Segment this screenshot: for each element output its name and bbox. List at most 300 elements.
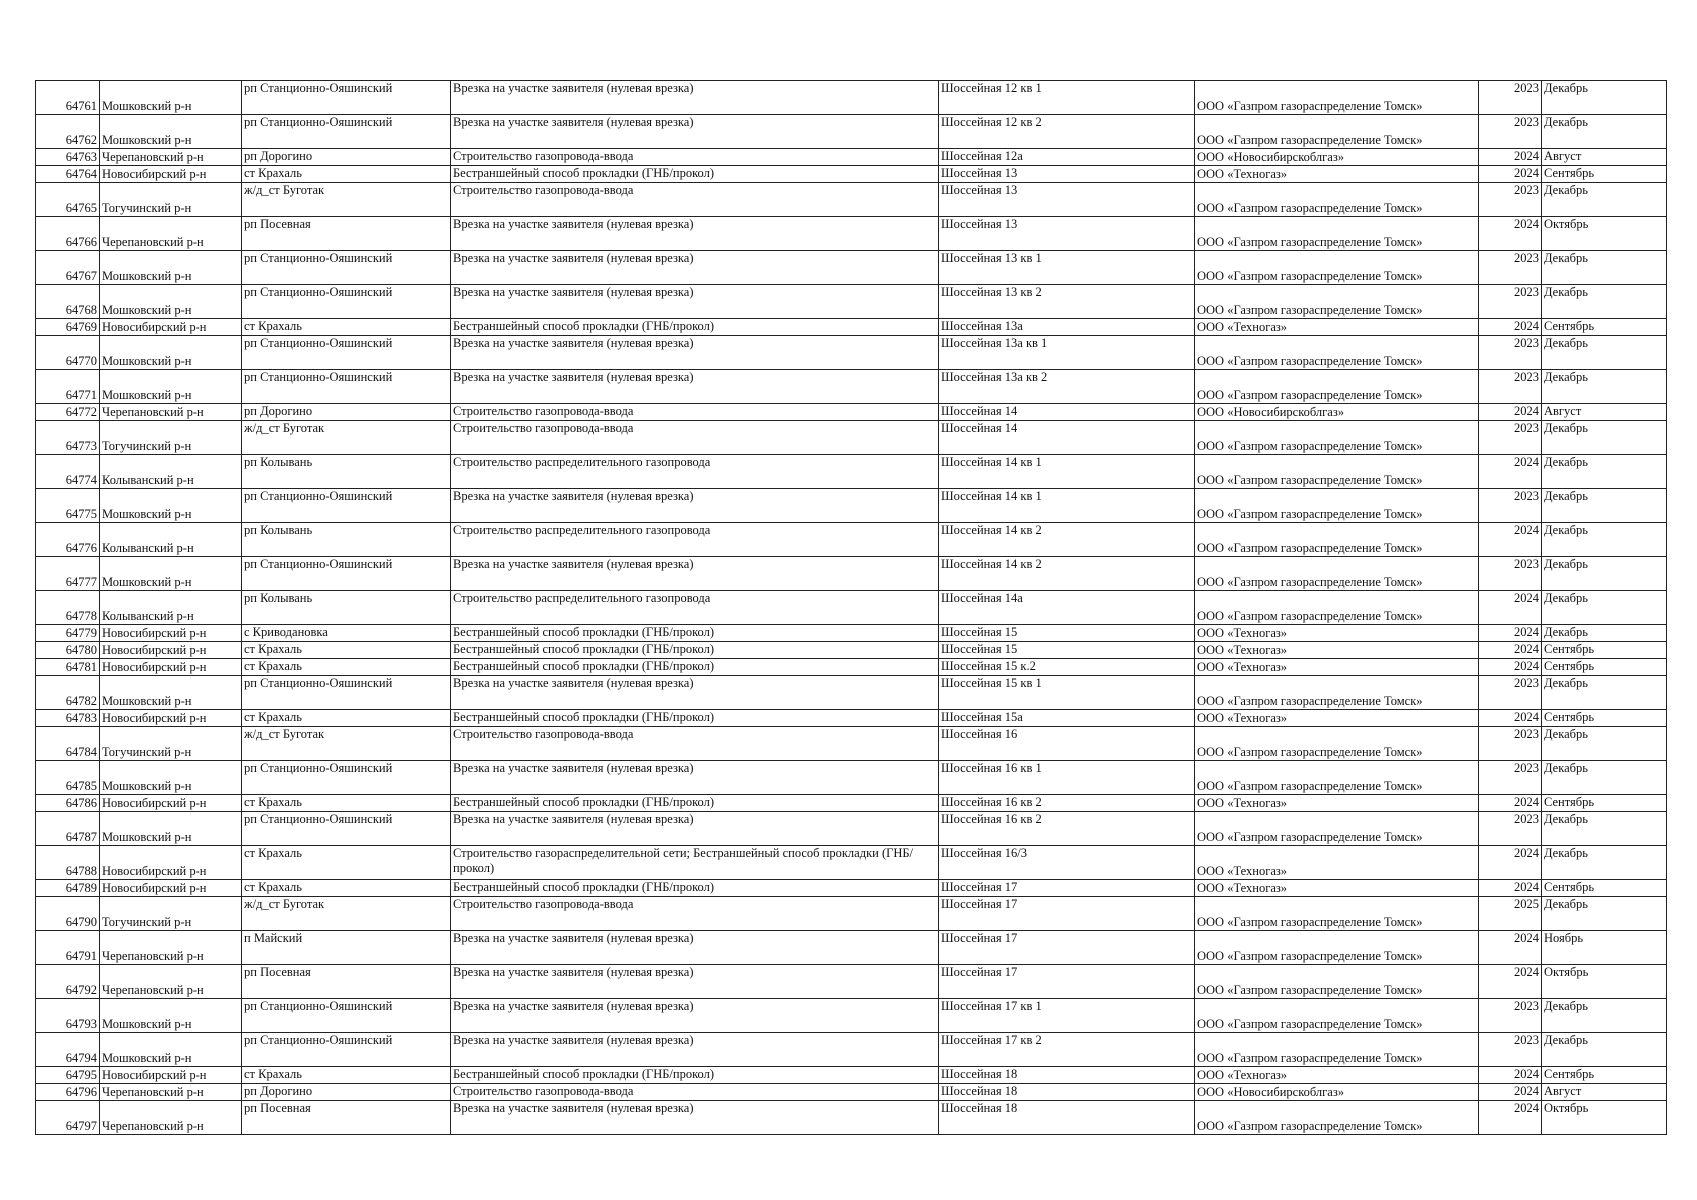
locality-cell: рп Посевная xyxy=(242,1101,451,1135)
address-cell: Шоссейная 16 xyxy=(939,727,1195,761)
record-id-cell: 64775 xyxy=(36,489,100,523)
address-cell: Шоссейная 13 кв 1 xyxy=(939,251,1195,285)
record-id-cell: 64767 xyxy=(36,251,100,285)
record-id-cell: 64784 xyxy=(36,727,100,761)
year-cell: 2024 xyxy=(1479,659,1542,676)
work-type-cell: Бестраншейный способ прокладки (ГНБ/прокол) xyxy=(451,625,939,642)
record-id-cell: 64794 xyxy=(36,1033,100,1067)
district-cell: Новосибирский р-н xyxy=(100,880,242,897)
district-cell: Тогучинский р-н xyxy=(100,727,242,761)
record-id-cell: 64785 xyxy=(36,761,100,795)
district-cell: Черепановский р-н xyxy=(100,965,242,999)
table-row xyxy=(36,931,1667,965)
work-type-cell: Строительство газопровода-ввода xyxy=(451,727,939,761)
work-type-cell: Врезка на участке заявителя (нулевая врезка) xyxy=(451,931,939,965)
table-row xyxy=(36,625,1667,642)
district-cell: Мошковский р-н xyxy=(100,676,242,710)
work-type-cell: Врезка на участке заявителя (нулевая врезка) xyxy=(451,285,939,319)
district-cell: Новосибирский р-н xyxy=(100,1067,242,1084)
organization-cell: ООО «Газпром газораспределение Томск» xyxy=(1195,965,1479,999)
district-cell: Мошковский р-н xyxy=(100,336,242,370)
locality-cell: рп Колывань xyxy=(242,591,451,625)
table-row xyxy=(36,404,1667,421)
work-type-cell: Строительство газораспределительной сети; Бестраншейный способ прокладки (ГНБ/прокол) xyxy=(451,846,939,880)
record-id-cell: 64763 xyxy=(36,149,100,166)
record-id-cell: 64789 xyxy=(36,880,100,897)
year-cell: 2023 xyxy=(1479,370,1542,404)
table-row xyxy=(36,455,1667,489)
table-row xyxy=(36,965,1667,999)
locality-cell: ж/д_ст Буготак xyxy=(242,421,451,455)
work-type-cell: Врезка на участке заявителя (нулевая врезка) xyxy=(451,81,939,115)
record-id-cell: 64793 xyxy=(36,999,100,1033)
locality-cell: ст Крахаль xyxy=(242,880,451,897)
table-row xyxy=(36,1067,1667,1084)
district-cell: Мошковский р-н xyxy=(100,761,242,795)
year-cell: 2024 xyxy=(1479,846,1542,880)
district-cell: Мошковский р-н xyxy=(100,489,242,523)
month-cell: Декабрь xyxy=(1542,455,1667,489)
organization-cell: ООО «Газпром газораспределение Томск» xyxy=(1195,557,1479,591)
organization-cell: ООО «Газпром газораспределение Томск» xyxy=(1195,1101,1479,1135)
table-row xyxy=(36,81,1667,115)
year-cell: 2024 xyxy=(1479,319,1542,336)
organization-cell: ООО «Газпром газораспределение Томск» xyxy=(1195,370,1479,404)
organization-cell: ООО «Газпром газораспределение Томск» xyxy=(1195,489,1479,523)
month-cell: Август xyxy=(1542,1084,1667,1101)
organization-cell: ООО «Техногаз» xyxy=(1195,166,1479,183)
district-cell: Новосибирский р-н xyxy=(100,642,242,659)
year-cell: 2024 xyxy=(1479,166,1542,183)
work-type-cell: Бестраншейный способ прокладки (ГНБ/прокол) xyxy=(451,795,939,812)
year-cell: 2024 xyxy=(1479,455,1542,489)
address-cell: Шоссейная 17 xyxy=(939,965,1195,999)
year-cell: 2023 xyxy=(1479,183,1542,217)
address-cell: Шоссейная 14 xyxy=(939,421,1195,455)
work-type-cell: Врезка на участке заявителя (нулевая врезка) xyxy=(451,115,939,149)
month-cell: Сентябрь xyxy=(1542,659,1667,676)
table-row xyxy=(36,489,1667,523)
year-cell: 2024 xyxy=(1479,710,1542,727)
district-cell: Новосибирский р-н xyxy=(100,795,242,812)
month-cell: Декабрь xyxy=(1542,761,1667,795)
address-cell: Шоссейная 18 xyxy=(939,1101,1195,1135)
work-type-cell: Врезка на участке заявителя (нулевая врезка) xyxy=(451,965,939,999)
data-table xyxy=(35,80,1667,1135)
address-cell: Шоссейная 14 кв 1 xyxy=(939,489,1195,523)
table-row xyxy=(36,880,1667,897)
locality-cell: ст Крахаль xyxy=(242,710,451,727)
district-cell: Мошковский р-н xyxy=(100,999,242,1033)
work-type-cell: Строительство газопровода-ввода xyxy=(451,421,939,455)
record-id-cell: 64797 xyxy=(36,1101,100,1135)
month-cell: Декабрь xyxy=(1542,251,1667,285)
work-type-cell: Врезка на участке заявителя (нулевая врезка) xyxy=(451,999,939,1033)
work-type-cell: Бестраншейный способ прокладки (ГНБ/прокол) xyxy=(451,166,939,183)
record-id-cell: 64788 xyxy=(36,846,100,880)
organization-cell: ООО «Новосибирскоблгаз» xyxy=(1195,1084,1479,1101)
record-id-cell: 64782 xyxy=(36,676,100,710)
table-row xyxy=(36,183,1667,217)
organization-cell: ООО «Газпром газораспределение Томск» xyxy=(1195,115,1479,149)
year-cell: 2025 xyxy=(1479,897,1542,931)
locality-cell: рп Станционно-Ояшинский xyxy=(242,761,451,795)
record-id-cell: 64778 xyxy=(36,591,100,625)
work-type-cell: Врезка на участке заявителя (нулевая врезка) xyxy=(451,217,939,251)
locality-cell: рп Станционно-Ояшинский xyxy=(242,336,451,370)
district-cell: Тогучинский р-н xyxy=(100,897,242,931)
year-cell: 2024 xyxy=(1479,404,1542,421)
district-cell: Мошковский р-н xyxy=(100,285,242,319)
organization-cell: ООО «Газпром газораспределение Томск» xyxy=(1195,217,1479,251)
address-cell: Шоссейная 16 кв 2 xyxy=(939,795,1195,812)
month-cell: Декабрь xyxy=(1542,999,1667,1033)
organization-cell: ООО «Техногаз» xyxy=(1195,625,1479,642)
work-type-cell: Врезка на участке заявителя (нулевая врезка) xyxy=(451,489,939,523)
locality-cell: ж/д_ст Буготак xyxy=(242,727,451,761)
district-cell: Колыванский р-н xyxy=(100,523,242,557)
district-cell: Мошковский р-н xyxy=(100,370,242,404)
year-cell: 2023 xyxy=(1479,285,1542,319)
year-cell: 2024 xyxy=(1479,149,1542,166)
table-row xyxy=(36,319,1667,336)
organization-cell: ООО «Техногаз» xyxy=(1195,642,1479,659)
year-cell: 2024 xyxy=(1479,1067,1542,1084)
year-cell: 2023 xyxy=(1479,1033,1542,1067)
month-cell: Декабрь xyxy=(1542,812,1667,846)
address-cell: Шоссейная 16 кв 1 xyxy=(939,761,1195,795)
organization-cell: ООО «Газпром газораспределение Томск» xyxy=(1195,1033,1479,1067)
table-row xyxy=(36,642,1667,659)
month-cell: Сентябрь xyxy=(1542,795,1667,812)
locality-cell: рп Станционно-Ояшинский xyxy=(242,676,451,710)
address-cell: Шоссейная 16 кв 2 xyxy=(939,812,1195,846)
work-type-cell: Врезка на участке заявителя (нулевая врезка) xyxy=(451,557,939,591)
table-row xyxy=(36,591,1667,625)
organization-cell: ООО «Газпром газораспределение Томск» xyxy=(1195,336,1479,370)
table-row xyxy=(36,897,1667,931)
year-cell: 2023 xyxy=(1479,727,1542,761)
record-id-cell: 64780 xyxy=(36,642,100,659)
organization-cell: ООО «Техногаз» xyxy=(1195,710,1479,727)
record-id-cell: 64783 xyxy=(36,710,100,727)
work-type-cell: Строительство газопровода-ввода xyxy=(451,1084,939,1101)
locality-cell: ст Крахаль xyxy=(242,319,451,336)
district-cell: Новосибирский р-н xyxy=(100,846,242,880)
organization-cell: ООО «Газпром газораспределение Томск» xyxy=(1195,676,1479,710)
year-cell: 2024 xyxy=(1479,591,1542,625)
month-cell: Декабрь xyxy=(1542,115,1667,149)
organization-cell: ООО «Газпром газораспределение Томск» xyxy=(1195,591,1479,625)
record-id-cell: 64791 xyxy=(36,931,100,965)
locality-cell: рп Станционно-Ояшинский xyxy=(242,285,451,319)
locality-cell: рп Станционно-Ояшинский xyxy=(242,370,451,404)
locality-cell: ст Крахаль xyxy=(242,166,451,183)
address-cell: Шоссейная 14а xyxy=(939,591,1195,625)
table-row xyxy=(36,336,1667,370)
year-cell: 2024 xyxy=(1479,642,1542,659)
organization-cell: ООО «Газпром газораспределение Томск» xyxy=(1195,183,1479,217)
year-cell: 2023 xyxy=(1479,81,1542,115)
locality-cell: рп Станционно-Ояшинский xyxy=(242,251,451,285)
record-id-cell: 64795 xyxy=(36,1067,100,1084)
record-id-cell: 64773 xyxy=(36,421,100,455)
month-cell: Сентябрь xyxy=(1542,710,1667,727)
district-cell: Тогучинский р-н xyxy=(100,421,242,455)
table-row xyxy=(36,727,1667,761)
record-id-cell: 64796 xyxy=(36,1084,100,1101)
month-cell: Декабрь xyxy=(1542,285,1667,319)
organization-cell: ООО «Газпром газораспределение Томск» xyxy=(1195,931,1479,965)
table-row xyxy=(36,149,1667,166)
address-cell: Шоссейная 18 xyxy=(939,1067,1195,1084)
year-cell: 2024 xyxy=(1479,1084,1542,1101)
table-row xyxy=(36,251,1667,285)
table-row xyxy=(36,285,1667,319)
table-row xyxy=(36,217,1667,251)
table-row xyxy=(36,1101,1667,1135)
record-id-cell: 64768 xyxy=(36,285,100,319)
year-cell: 2024 xyxy=(1479,217,1542,251)
district-cell: Тогучинский р-н xyxy=(100,183,242,217)
address-cell: Шоссейная 13 xyxy=(939,166,1195,183)
district-cell: Колыванский р-н xyxy=(100,591,242,625)
table-row xyxy=(36,676,1667,710)
month-cell: Октябрь xyxy=(1542,217,1667,251)
record-id-cell: 64774 xyxy=(36,455,100,489)
work-type-cell: Врезка на участке заявителя (нулевая врезка) xyxy=(451,1033,939,1067)
locality-cell: рп Станционно-Ояшинский xyxy=(242,1033,451,1067)
address-cell: Шоссейная 12 кв 2 xyxy=(939,115,1195,149)
record-id-cell: 64765 xyxy=(36,183,100,217)
record-id-cell: 64764 xyxy=(36,166,100,183)
locality-cell: ст Крахаль xyxy=(242,642,451,659)
year-cell: 2023 xyxy=(1479,812,1542,846)
organization-cell: ООО «Газпром газораспределение Томск» xyxy=(1195,897,1479,931)
year-cell: 2023 xyxy=(1479,251,1542,285)
address-cell: Шоссейная 15а xyxy=(939,710,1195,727)
record-id-cell: 64781 xyxy=(36,659,100,676)
month-cell: Сентябрь xyxy=(1542,166,1667,183)
locality-cell: рп Станционно-Ояшинский xyxy=(242,115,451,149)
district-cell: Мошковский р-н xyxy=(100,81,242,115)
address-cell: Шоссейная 12а xyxy=(939,149,1195,166)
district-cell: Черепановский р-н xyxy=(100,217,242,251)
work-type-cell: Строительство распределительного газопровода xyxy=(451,455,939,489)
table-row xyxy=(36,1033,1667,1067)
month-cell: Декабрь xyxy=(1542,183,1667,217)
month-cell: Декабрь xyxy=(1542,557,1667,591)
month-cell: Сентябрь xyxy=(1542,880,1667,897)
month-cell: Декабрь xyxy=(1542,727,1667,761)
record-id-cell: 64777 xyxy=(36,557,100,591)
locality-cell: рп Дорогино xyxy=(242,1084,451,1101)
work-type-cell: Бестраншейный способ прокладки (ГНБ/прокол) xyxy=(451,1067,939,1084)
organization-cell: ООО «Новосибирскоблгаз» xyxy=(1195,404,1479,421)
locality-cell: рп Дорогино xyxy=(242,404,451,421)
organization-cell: ООО «Техногаз» xyxy=(1195,1067,1479,1084)
locality-cell: рп Станционно-Ояшинский xyxy=(242,489,451,523)
year-cell: 2023 xyxy=(1479,489,1542,523)
district-cell: Новосибирский р-н xyxy=(100,659,242,676)
month-cell: Декабрь xyxy=(1542,81,1667,115)
address-cell: Шоссейная 14 xyxy=(939,404,1195,421)
month-cell: Декабрь xyxy=(1542,489,1667,523)
record-id-cell: 64761 xyxy=(36,81,100,115)
month-cell: Декабрь xyxy=(1542,591,1667,625)
organization-cell: ООО «Газпром газораспределение Томск» xyxy=(1195,455,1479,489)
organization-cell: ООО «Газпром газораспределение Томск» xyxy=(1195,727,1479,761)
district-cell: Черепановский р-н xyxy=(100,404,242,421)
record-id-cell: 64786 xyxy=(36,795,100,812)
address-cell: Шоссейная 17 xyxy=(939,897,1195,931)
year-cell: 2024 xyxy=(1479,1101,1542,1135)
year-cell: 2024 xyxy=(1479,625,1542,642)
address-cell: Шоссейная 14 кв 2 xyxy=(939,557,1195,591)
month-cell: Декабрь xyxy=(1542,336,1667,370)
locality-cell: рп Посевная xyxy=(242,965,451,999)
month-cell: Декабрь xyxy=(1542,421,1667,455)
month-cell: Декабрь xyxy=(1542,370,1667,404)
table-row xyxy=(36,999,1667,1033)
table-row xyxy=(36,1084,1667,1101)
month-cell: Август xyxy=(1542,404,1667,421)
work-type-cell: Врезка на участке заявителя (нулевая врезка) xyxy=(451,336,939,370)
district-cell: Черепановский р-н xyxy=(100,1084,242,1101)
locality-cell: ст Крахаль xyxy=(242,795,451,812)
month-cell: Декабрь xyxy=(1542,846,1667,880)
address-cell: Шоссейная 15 xyxy=(939,642,1195,659)
address-cell: Шоссейная 13а xyxy=(939,319,1195,336)
address-cell: Шоссейная 12 кв 1 xyxy=(939,81,1195,115)
work-type-cell: Строительство распределительного газопровода xyxy=(451,591,939,625)
month-cell: Декабрь xyxy=(1542,676,1667,710)
district-cell: Черепановский р-н xyxy=(100,149,242,166)
locality-cell: с Криводановка xyxy=(242,625,451,642)
year-cell: 2024 xyxy=(1479,523,1542,557)
organization-cell: ООО «Техногаз» xyxy=(1195,319,1479,336)
organization-cell: ООО «Газпром газораспределение Томск» xyxy=(1195,285,1479,319)
year-cell: 2023 xyxy=(1479,761,1542,795)
table-row xyxy=(36,812,1667,846)
year-cell: 2023 xyxy=(1479,115,1542,149)
locality-cell: рп Станционно-Ояшинский xyxy=(242,812,451,846)
work-type-cell: Строительство газопровода-ввода xyxy=(451,897,939,931)
address-cell: Шоссейная 17 xyxy=(939,931,1195,965)
work-type-cell: Врезка на участке заявителя (нулевая врезка) xyxy=(451,812,939,846)
work-type-cell: Бестраншейный способ прокладки (ГНБ/прокол) xyxy=(451,319,939,336)
table-body xyxy=(36,81,1667,1135)
work-type-cell: Строительство газопровода-ввода xyxy=(451,149,939,166)
organization-cell: ООО «Газпром газораспределение Томск» xyxy=(1195,812,1479,846)
year-cell: 2023 xyxy=(1479,999,1542,1033)
district-cell: Новосибирский р-н xyxy=(100,319,242,336)
record-id-cell: 64790 xyxy=(36,897,100,931)
organization-cell: ООО «Газпром газораспределение Томск» xyxy=(1195,761,1479,795)
month-cell: Сентябрь xyxy=(1542,319,1667,336)
district-cell: Мошковский р-н xyxy=(100,1033,242,1067)
work-type-cell: Бестраншейный способ прокладки (ГНБ/прокол) xyxy=(451,710,939,727)
table-row xyxy=(36,659,1667,676)
organization-cell: ООО «Техногаз» xyxy=(1195,880,1479,897)
address-cell: Шоссейная 15 к.2 xyxy=(939,659,1195,676)
district-cell: Новосибирский р-н xyxy=(100,166,242,183)
locality-cell: рп Колывань xyxy=(242,523,451,557)
work-type-cell: Врезка на участке заявителя (нулевая врезка) xyxy=(451,676,939,710)
month-cell: Сентябрь xyxy=(1542,642,1667,659)
locality-cell: рп Дорогино xyxy=(242,149,451,166)
organization-cell: ООО «Техногаз» xyxy=(1195,795,1479,812)
organization-cell: ООО «Новосибирскоблгаз» xyxy=(1195,149,1479,166)
table-row xyxy=(36,761,1667,795)
work-type-cell: Строительство распределительного газопровода xyxy=(451,523,939,557)
address-cell: Шоссейная 15 xyxy=(939,625,1195,642)
table-row xyxy=(36,557,1667,591)
month-cell: Сентябрь xyxy=(1542,1067,1667,1084)
locality-cell: рп Станционно-Ояшинский xyxy=(242,81,451,115)
month-cell: Декабрь xyxy=(1542,897,1667,931)
month-cell: Август xyxy=(1542,149,1667,166)
district-cell: Мошковский р-н xyxy=(100,557,242,591)
district-cell: Мошковский р-н xyxy=(100,115,242,149)
record-id-cell: 64766 xyxy=(36,217,100,251)
address-cell: Шоссейная 16/3 xyxy=(939,846,1195,880)
locality-cell: п Майский xyxy=(242,931,451,965)
address-cell: Шоссейная 17 кв 2 xyxy=(939,1033,1195,1067)
year-cell: 2024 xyxy=(1479,965,1542,999)
address-cell: Шоссейная 13а кв 1 xyxy=(939,336,1195,370)
work-type-cell: Строительство газопровода-ввода xyxy=(451,404,939,421)
organization-cell: ООО «Газпром газораспределение Томск» xyxy=(1195,81,1479,115)
address-cell: Шоссейная 17 xyxy=(939,880,1195,897)
month-cell: Октябрь xyxy=(1542,1101,1667,1135)
record-id-cell: 64770 xyxy=(36,336,100,370)
organization-cell: ООО «Техногаз» xyxy=(1195,659,1479,676)
record-id-cell: 64779 xyxy=(36,625,100,642)
work-type-cell: Врезка на участке заявителя (нулевая врезка) xyxy=(451,370,939,404)
year-cell: 2023 xyxy=(1479,557,1542,591)
table-row xyxy=(36,710,1667,727)
work-type-cell: Врезка на участке заявителя (нулевая врезка) xyxy=(451,251,939,285)
work-type-cell: Бестраншейный способ прокладки (ГНБ/прокол) xyxy=(451,880,939,897)
locality-cell: ст Крахаль xyxy=(242,1067,451,1084)
year-cell: 2023 xyxy=(1479,421,1542,455)
address-cell: Шоссейная 18 xyxy=(939,1084,1195,1101)
table-row xyxy=(36,370,1667,404)
table-row xyxy=(36,523,1667,557)
month-cell: Ноябрь xyxy=(1542,931,1667,965)
year-cell: 2024 xyxy=(1479,931,1542,965)
table-row xyxy=(36,166,1667,183)
district-cell: Новосибирский р-н xyxy=(100,710,242,727)
year-cell: 2024 xyxy=(1479,795,1542,812)
address-cell: Шоссейная 14 кв 1 xyxy=(939,455,1195,489)
month-cell: Декабрь xyxy=(1542,625,1667,642)
address-cell: Шоссейная 13 xyxy=(939,183,1195,217)
table-row xyxy=(36,795,1667,812)
month-cell: Декабрь xyxy=(1542,523,1667,557)
district-cell: Новосибирский р-н xyxy=(100,625,242,642)
organization-cell: ООО «Газпром газораспределение Томск» xyxy=(1195,999,1479,1033)
month-cell: Октябрь xyxy=(1542,965,1667,999)
district-cell: Мошковский р-н xyxy=(100,251,242,285)
table-row xyxy=(36,846,1667,880)
locality-cell: рп Колывань xyxy=(242,455,451,489)
organization-cell: ООО «Газпром газораспределение Томск» xyxy=(1195,251,1479,285)
record-id-cell: 64772 xyxy=(36,404,100,421)
address-cell: Шоссейная 13 кв 2 xyxy=(939,285,1195,319)
record-id-cell: 64769 xyxy=(36,319,100,336)
